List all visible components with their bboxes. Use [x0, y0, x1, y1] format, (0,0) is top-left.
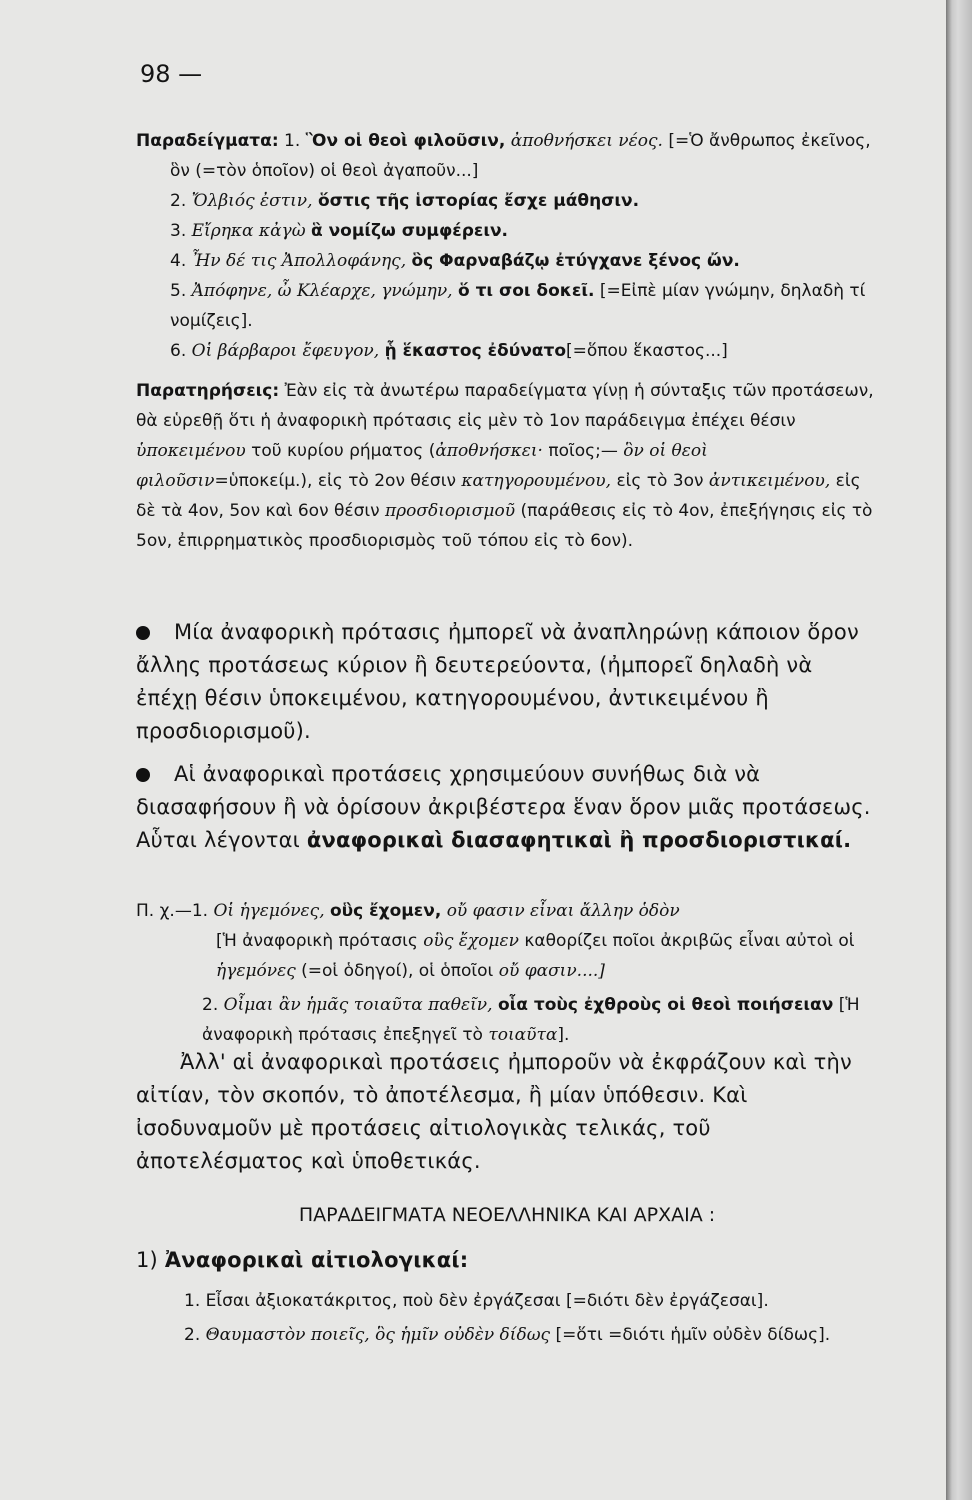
bullet-icon	[136, 626, 150, 640]
page-number: 98 —	[140, 60, 203, 88]
list-item: 2. Θαυμαστὸν ποιεῖς, ὃς ἡμῖν οὐδὲν δίδως [=ὅτι =διότι ἡμῖν οὐδὲν δίδως].	[184, 1325, 831, 1345]
observations-block: Παρατηρήσεις: Ἐὰν εἰς τὰ ἀνωτέρω παραδείγματα γίνῃ ἡ σύνταξις τῶν προτάσεων, θὰ εὑρεθῇ ὅτι ἡ ἀναφορικὴ πρότασις εἰς μὲν τὸ 1ον παράδειγμα ἐπέχει θέσιν ὑποκειμένου τοῦ κυρίου ρήματος (ἀποθνήσκει· ποῖος;— ὃν οἱ θεοὶ φιλοῦσιν=ὑποκείμ.), εἰς τὸ 2ον θέσιν κατηγορουμένου, εἰς τὸ 3ον ἀντικειμένου, εἰς δὲ τὰ 4ον, 5ον καὶ 6ον θέσιν προσδιορισμοῦ (παράθεσις εἰς τὸ 4ον, ἐπεξήγησις εἰς τὸ 5ον, ἐπιρρηματικὸς προσδιορισμὸς τοῦ τόπου εἰς τὸ 6ον).	[136, 381, 874, 551]
bullet-icon	[136, 768, 150, 782]
section-heading: ΠΑΡΑΔΕΙΓΜΑΤΑ ΝΕΟΕΛΛΗΝΙΚΑ ΚΑΙ ΑΡΧΑΙΑ :	[298, 1204, 716, 1226]
section-1-items	[136, 1286, 878, 1350]
bullet-paragraph-2: Αἱ ἀναφορικαὶ προτάσεις χρησιμεύουν συνήθως διὰ νὰ διασαφήσουν ἢ νὰ ὁρίσουν ἀκριβέστερα ἕναν ὅρον μιᾶς προτάσεως. Αὗται λέγονται ἀναφορικαὶ διασαφητικαὶ ἢ προσδιοριστικαί.	[136, 762, 871, 852]
paragraph-all: Ἀλλ' αἱ ἀναφορικαὶ προτάσεις ἠμποροῦν νὰ ἐκφράζουν καὶ τὴν αἰτίαν, τὸν σκοπόν, τὸ ἀποτέλεσμα, ἢ μίαν ὑπόθεσιν. Καὶ ἰσοδυναμοῦν μὲ προτάσεις αἰτιολογικὰς τελικάς, τοῦ ἀποτελέσματος καὶ ὑποθετικάς.	[136, 1050, 852, 1173]
px-examples: Π. χ.—1. Οἱ ἡγεμόνες, οὓς ἔχομεν, οὔ φασιν εἶναι ἄλλην ὁδὸν [Ἡ ἀναφορικὴ πρότασις οὓς ἔχομεν καθορίζει ποῖοι ἀκριβῶς εἶναι αὐτοὶ οἱ ἡγεμόνες (=οἱ ὁδηγοί), οἱ ὁποῖοι οὔ φασιν....] 2. Οἶμαι ἂν ἡμᾶς τοιαῦτα παθεῖν, οἷα τοὺς ἐχθροὺς οἱ θεοὶ ποιήσειαν [Ἡ ἀναφορικὴ πρότασις ἐπεξηγεῖ τὸ τοιαῦτα].	[136, 901, 860, 1045]
bullet-paragraph-1: Μία ἀναφορικὴ πρότασις ἠμπορεῖ νὰ ἀναπληρώνῃ κάποιον ὅρον ἄλλης προτάσεως κύριον ἢ δευτερεύοντα, (ἠμπορεῖ δηλαδὴ νὰ ἐπέχῃ θέσιν ὑποκειμένου, κατηγορουμένου, ἀντικειμένου ἢ προσδιορισμοῦ).	[136, 620, 859, 743]
examples-block: Παραδείγματα: 1. Ὃν οἱ θεοὶ φιλοῦσιν, ἀποθνήσκει νέος. [=Ὁ ἄνθρωπος ἐκεῖνος, ὃν (=τὸν ὁποῖον) οἱ θεοὶ ἀγαποῦν...] 2. Ὄλβιός ἐστιν, ὅστις τῆς ἱστορίας ἔσχε μάθησιν. 3. Εἴρηκα κἀγὼ ἃ νομίζω συμφέρειν. 4. Ἦν δέ τις Ἀπολλοφάνης, ὃς Φαρναβάζῳ ἐτύγχανε ξένος ὤν. 5. Ἀπόφηνε, ὦ Κλέαρχε, γνώμην, ὅ τι σοι δοκεῖ. [=Εἰπὲ μίαν γνώμην, δηλαδὴ τί νομίζεις]. 6. Οἱ βάρβαροι ἔφευγον, ᾗ ἕκαστος ἐδύνατο[=ὅπου ἕκαστος...]	[136, 131, 871, 361]
examples-label: Παραδείγματα:	[136, 131, 279, 151]
page-edge	[946, 0, 972, 1500]
section-1-title: 1) Ἀναφορικαὶ αἰτιολογικαί:	[136, 1248, 469, 1272]
observations-label: Παρατηρήσεις:	[136, 381, 280, 401]
list-item: 1. Εἶσαι ἀξιοκατάκριτος, ποὺ δὲν ἐργάζεσαι [=διότι δὲν ἐργάζεσαι].	[184, 1291, 769, 1311]
